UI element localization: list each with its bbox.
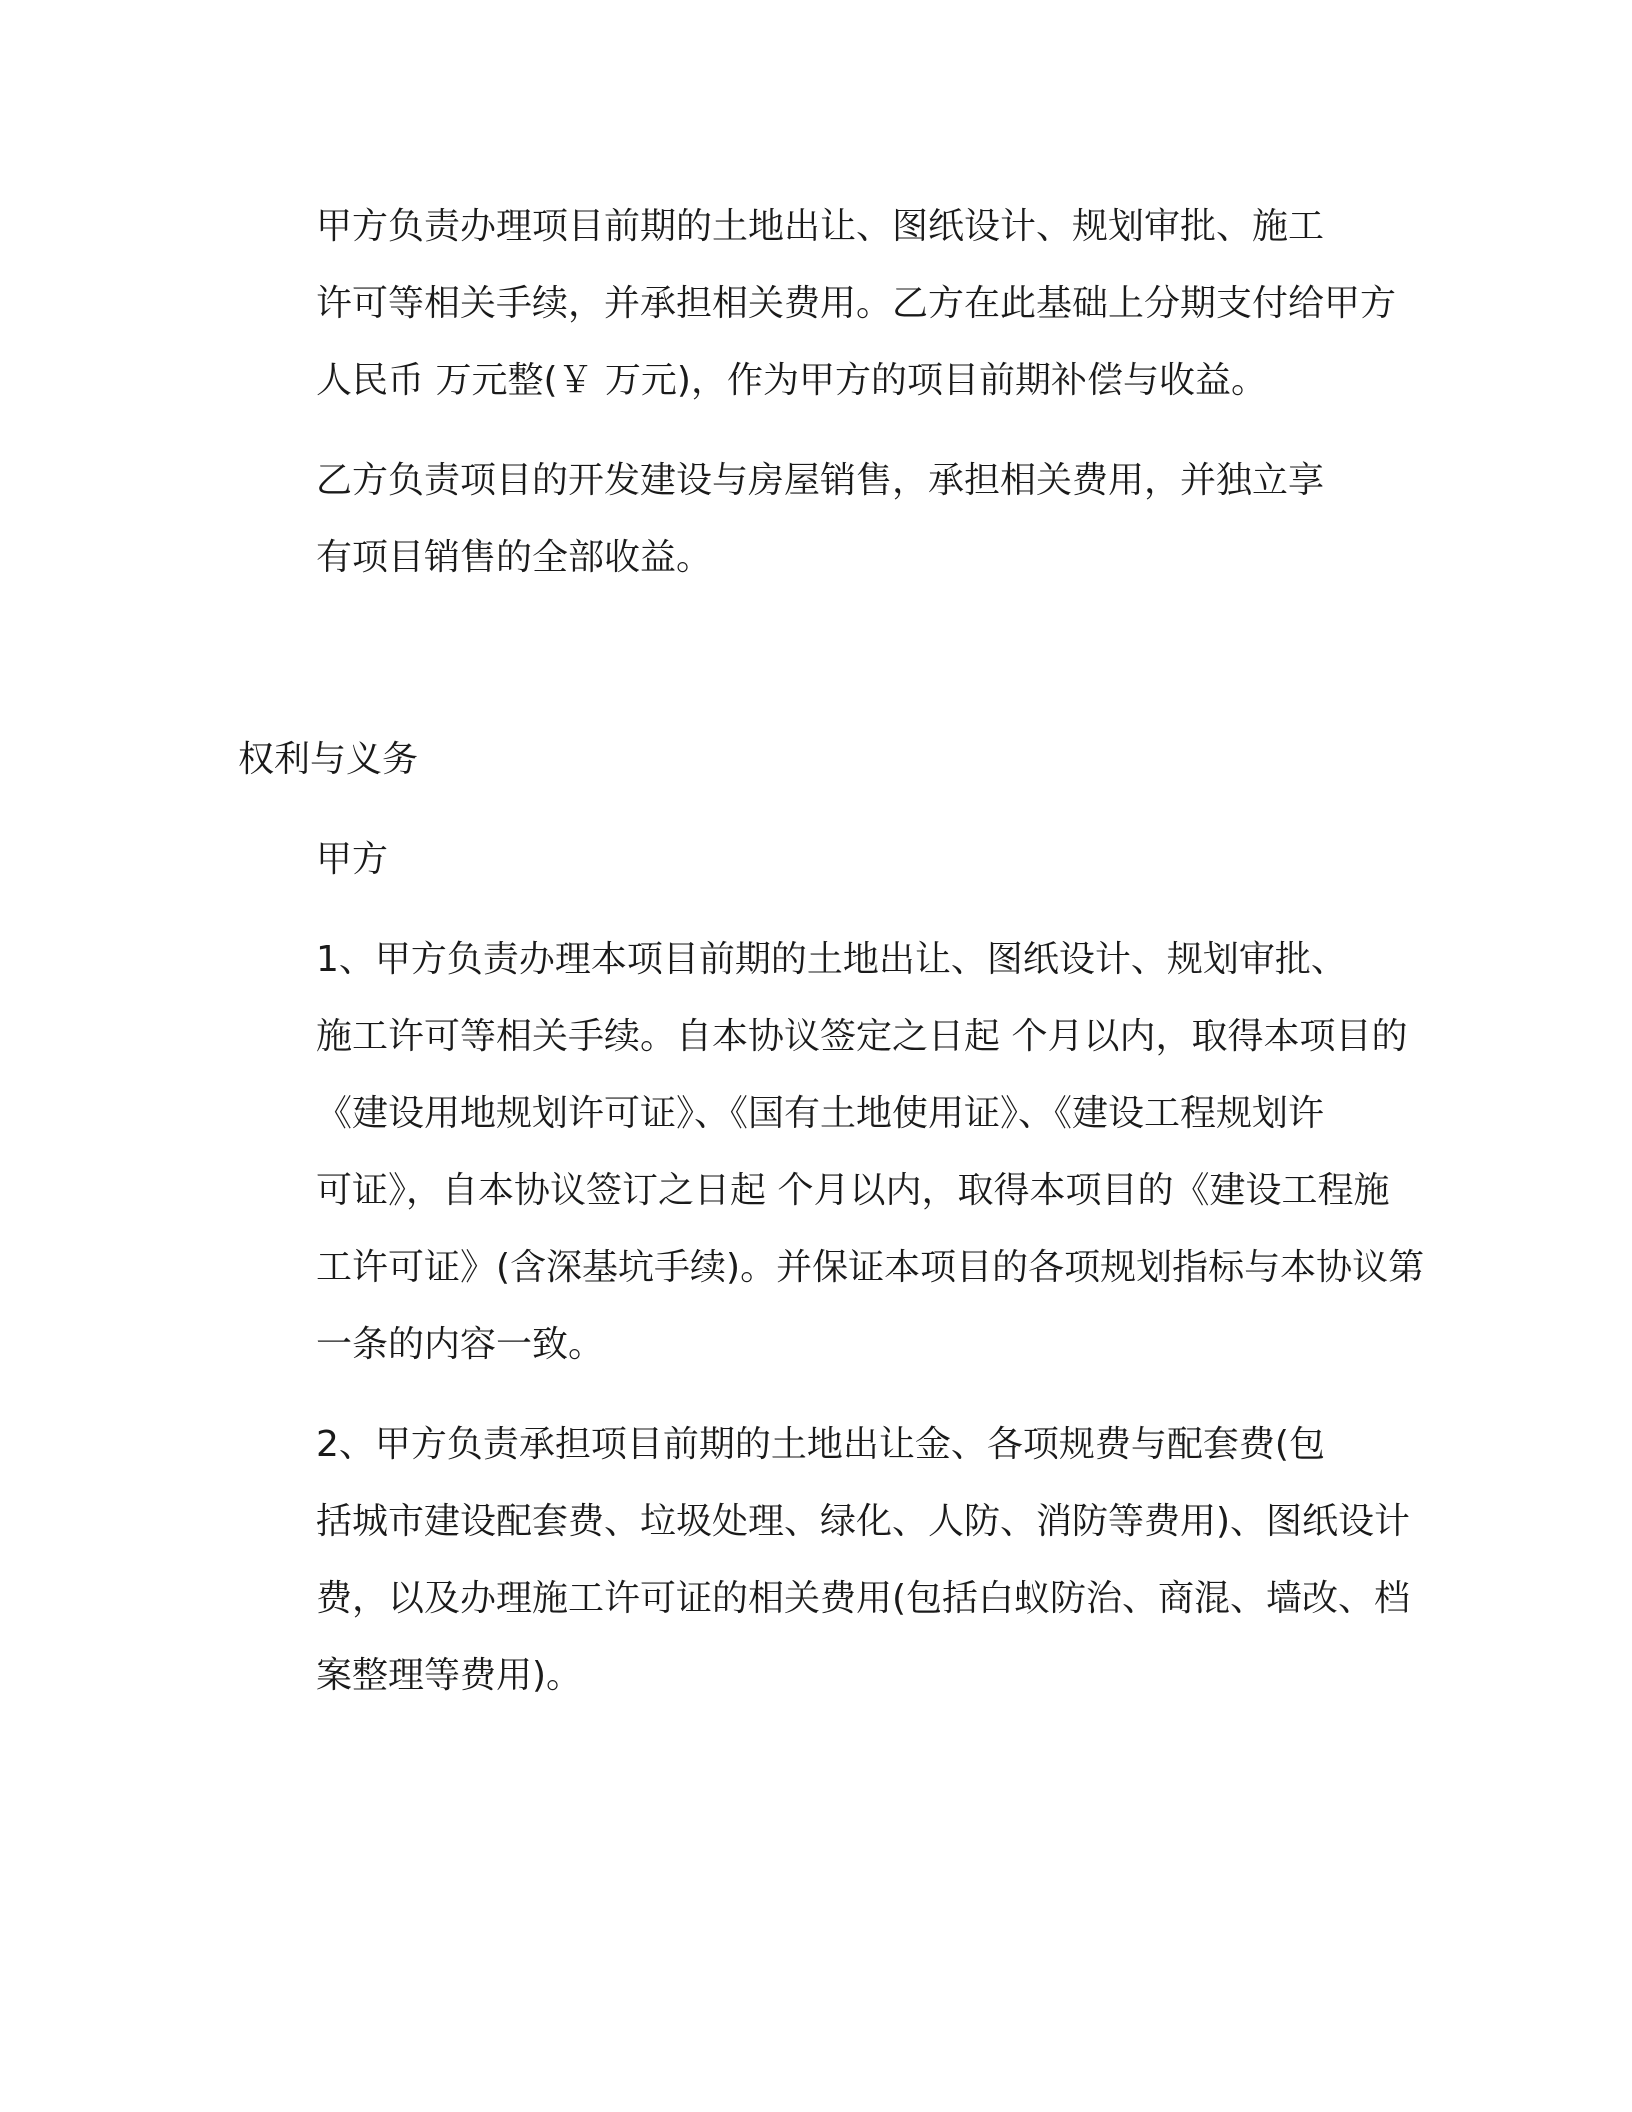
text-line: 人民币 万元整(￥ 万元)，作为甲方的项目前期补偿与收益。 xyxy=(316,360,1267,401)
text-line: 《建设用地规划许可证》、《国有土地使用证》、《建设工程规划许 xyxy=(316,1093,1325,1134)
obligation-item-2 xyxy=(238,1406,1411,1714)
document-body xyxy=(238,188,1425,1714)
paragraph-development xyxy=(238,442,1390,596)
text-line: 甲方负责办理项目前期的土地出让、图纸设计、规划审批、施工 xyxy=(316,206,1325,247)
text-line: 施工许可等相关手续。自本协议签定之日起 个月以内，取得本项目的 xyxy=(316,1016,1408,1057)
text-line: 费，以及办理施工许可证的相关费用(包括白蚁防治、商混、墙改、档 xyxy=(316,1578,1411,1619)
section-heading: 权利与义务 xyxy=(238,739,419,780)
text-line: 案整理等费用)。 xyxy=(316,1655,583,1696)
text-line: 一条的内容一致。 xyxy=(316,1324,605,1365)
text-line: 可证》，自本协议签订之日起 个月以内，取得本项目的《建设工程施 xyxy=(316,1170,1390,1211)
text-line: 1、甲方负责办理本项目前期的土地出让、图纸设计、规划审批、 xyxy=(316,939,1347,980)
text-line: 有项目销售的全部收益。 xyxy=(316,537,713,578)
text-line: 2、甲方负责承担项目前期的土地出让金、各项规费与配套费(包 xyxy=(316,1424,1325,1465)
party-subheading: 甲方 xyxy=(316,839,389,880)
text-line: 乙方负责项目的开发建设与房屋销售，承担相关费用，并独立享 xyxy=(316,460,1325,501)
text-line: 括城市建设配套费、垃圾处理、绿化、人防、消防等费用)、图纸设计 xyxy=(316,1501,1411,1542)
obligation-item-1 xyxy=(238,921,1425,1383)
paragraph-compensation xyxy=(238,188,1397,419)
text-line: 工许可证》(含深基坑手续)。并保证本项目的各项规划指标与本协议第 xyxy=(316,1247,1425,1288)
text-line: 许可等相关手续，并承担相关费用。乙方在此基础上分期支付给甲方 xyxy=(316,283,1397,324)
